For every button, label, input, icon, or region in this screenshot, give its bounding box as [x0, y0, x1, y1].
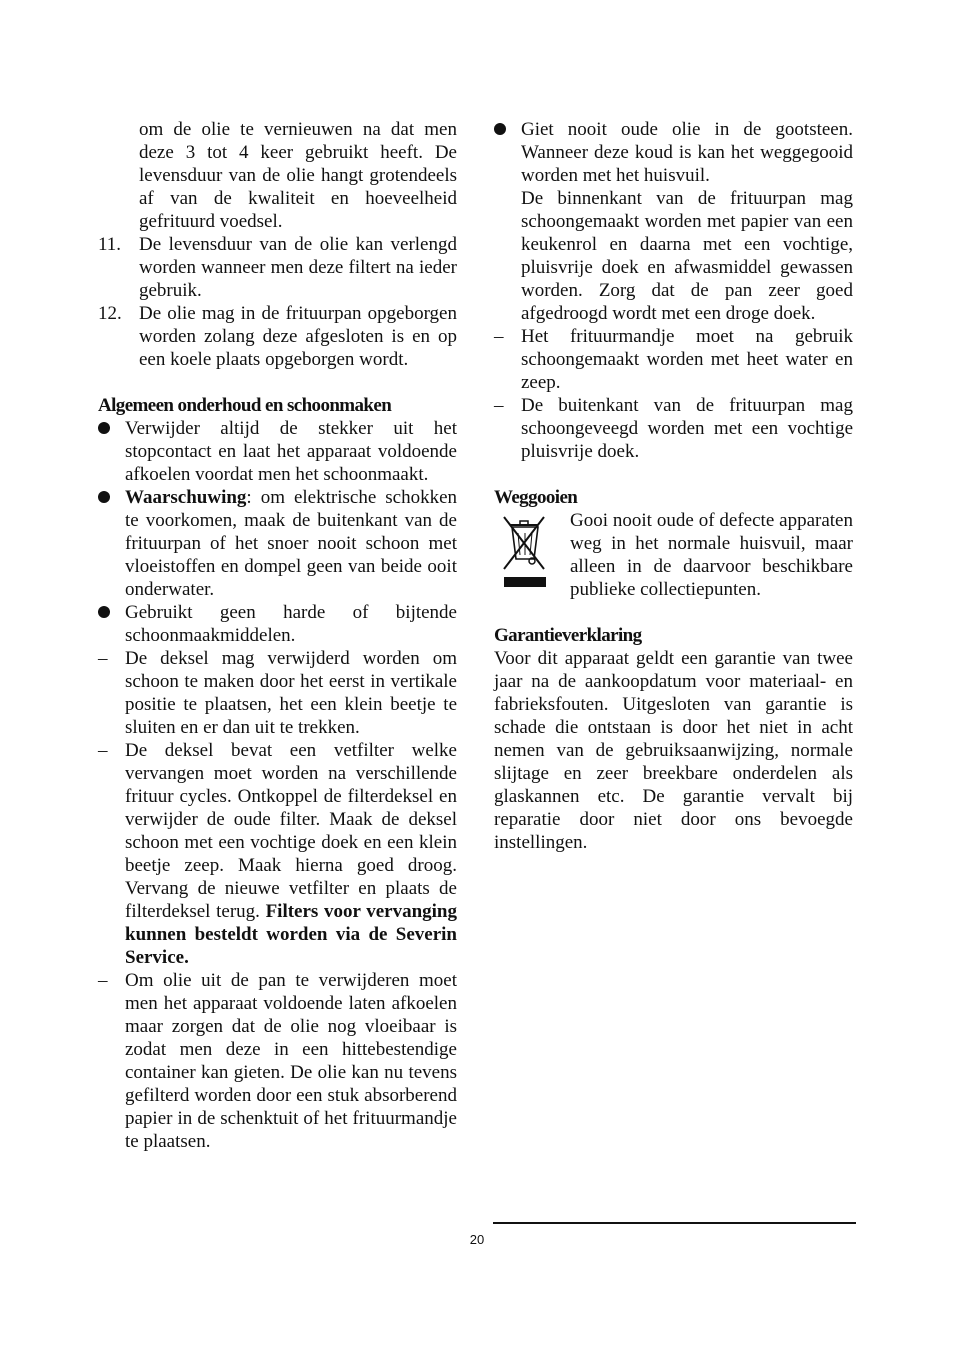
- item-text: De levensduur van de olie kan verlengd worden wanneer men deze filtert na ieder gebruik.: [139, 234, 457, 301]
- dash-marker: –: [494, 326, 504, 347]
- section-heading-warranty: Garantieverklaring: [494, 625, 642, 646]
- bullet-item-warning: [98, 486, 457, 601]
- dash-text: Om olie uit de pan te verwijderen moet men het apparaat voldoende laten afkoelen maar zorgen dat de olie nog vloeibaar is zodat men deze in een hittebestendige container kan gieten. De olie kan nu tevens gefilterd worden door een stuk absorberend papier in de schenktuit of het frituurmandje te plaatsen.: [125, 970, 457, 1152]
- dash-item: [98, 647, 457, 739]
- dash-item: [494, 325, 853, 394]
- footer-rule: [493, 1222, 856, 1224]
- bullet-icon: [98, 606, 110, 618]
- warning-label: Waarschuwing: [125, 487, 247, 508]
- item-number: 12.: [98, 303, 122, 324]
- dash-item: [494, 394, 853, 463]
- section-heading-disposal: Weggooien: [494, 487, 578, 508]
- bullet-icon: [98, 422, 110, 434]
- disposal-text: Gooi nooit oude of defecte apparaten weg in het normale huisvuil, maar alleen in de daarvoor beschikbare publieke collectiepunten.: [570, 510, 853, 600]
- bullet-text: Verwijder altijd de stekker uit het stopcontact en laat het apparaat voldoende afkoelen voordat men het schoonmaakt.: [125, 418, 457, 485]
- bullet-icon: [98, 491, 110, 503]
- left-column: [98, 118, 457, 1153]
- bullet-item: [494, 118, 853, 325]
- dash-text: De deksel mag verwijderd worden om schoon te maken door het eerst in vertikale positie te plaatsen, het een klein beetje te sluiten en er dan uit te trekken.: [125, 648, 457, 738]
- dash-marker: –: [98, 970, 108, 991]
- bullet-text: : om elektrische schokken te voorkomen, maak de buitenkant van de frituurpan of het snoer nooit schoon met vloeistoffen en dompel geen van beide ooit onderwater.: [125, 487, 457, 600]
- continuation-paragraph: om de olie te vernieuwen na dat men deze 3 tot 4 keer gebruikt heeft. De levensduur van de olie hangt grotendeels af van de kwaliteit en hoeveelheid gefrituurd voedsel.: [139, 119, 457, 232]
- numbered-item-11: [98, 233, 457, 302]
- dash-text: De buitenkant van de frituurpan mag schoongeveegd worden met een vochtige pluisvrije doek.: [521, 395, 853, 462]
- dash-marker: –: [494, 395, 504, 416]
- warranty-text: Voor dit apparaat geldt een garantie van twee jaar na de aankoopdatum voor materiaal- en fabrieksfouten. Uitgesloten van garantie is schade die ontstaan is door het niet in acht nemen van de gebruiksaanwijzing, normale slijtage en zeer breekbare onderdelen als glaskannen etc. De garantie vervalt bij reparatie door niet door ons bevoegde instellingen.: [494, 648, 853, 853]
- page-number: 20: [469, 1232, 485, 1247]
- bullet-text-continued: De binnenkant van de frituurpan mag schoongemaakt worden met papier van een keukenrol en daarna met een vochtige, pluisvrije doek en afwasmiddel gewassen worden. Zorg dat de pan zeer goed afgedroogd wordt met een droge doek.: [521, 188, 853, 324]
- section-heading-maintenance: Algemeen onderhoud en schoonmaken: [98, 395, 392, 416]
- crossed-out-wheelie-bin-icon: [494, 511, 554, 591]
- dash-text: De deksel bevat een vetfilter welke vervangen moet worden na verschillende frituur cycles. Ontkoppel de filterdeksel en verwijder de oude filter. Maak de deksel schoon met een vochtige doek en een klein beetje zeep. Maak hierna goed droog. Vervang de nieuwe vetfilter en plaats de filterdeksel terug.: [125, 740, 457, 922]
- item-text: De olie mag in de frituurpan opgeborgen worden zolang deze afgesloten is en op een koele plaats opgeborgen wordt.: [139, 303, 457, 370]
- bullet-item: [98, 601, 457, 647]
- dash-item: [98, 969, 457, 1153]
- dash-marker: –: [98, 740, 108, 761]
- bullet-icon: [494, 123, 506, 135]
- filter-order-note: Filters voor vervanging kunnen besteldt worden via de Severin Service.: [125, 901, 457, 968]
- item-number: 11.: [98, 234, 122, 255]
- right-column: [494, 118, 853, 854]
- bullet-text: Giet nooit oude olie in de gootsteen. Wanneer deze koud is kan het weggegooid worden met het huisvuil.: [521, 119, 853, 186]
- dash-marker: –: [98, 648, 108, 669]
- dash-item-filter: [98, 739, 457, 969]
- bullet-item: [98, 417, 457, 486]
- numbered-item-12: [98, 302, 457, 371]
- disposal-block: [494, 509, 853, 601]
- dash-text: Het frituurmandje moet na gebruik schoongemaakt worden met heet water en zeep.: [521, 326, 853, 393]
- bullet-text: Gebruikt geen harde of bijtende schoonmaakmiddelen.: [125, 602, 457, 646]
